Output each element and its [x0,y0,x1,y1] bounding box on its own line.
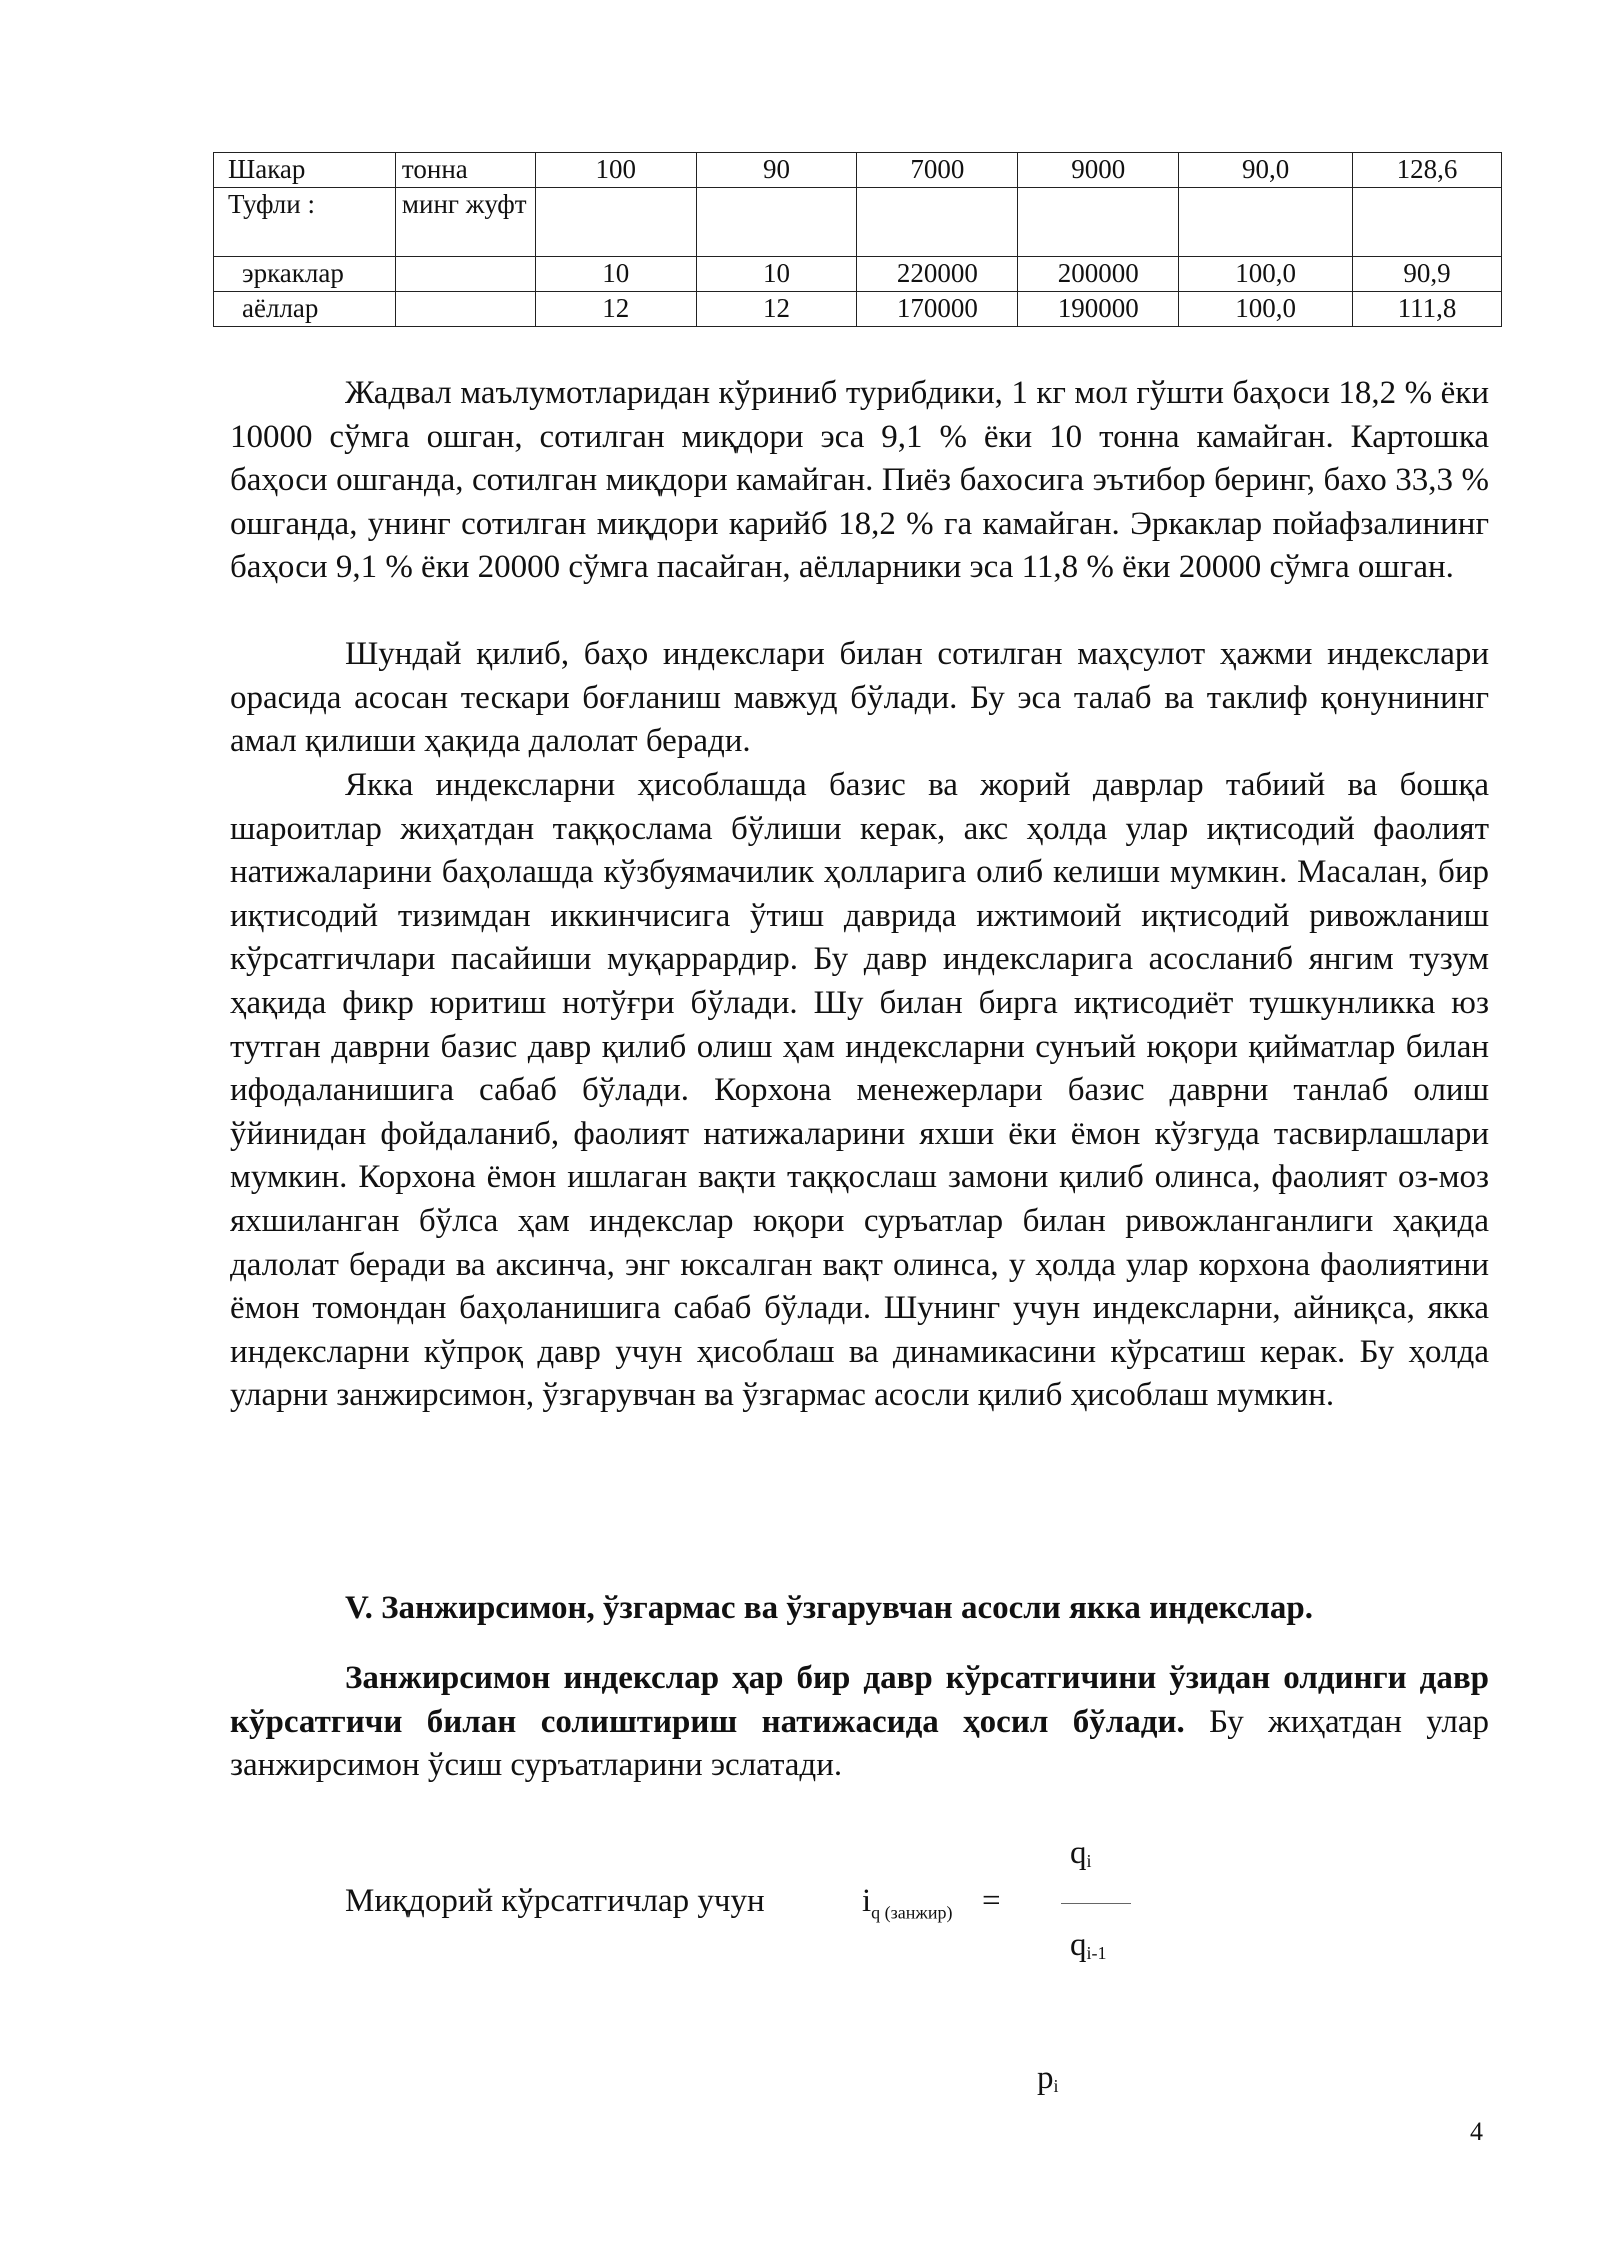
table-cell: Туфли : [214,188,396,257]
fraction-line [1061,1903,1131,1904]
table-cell [696,188,857,257]
denominator-main: q [1070,1927,1087,1963]
table-cell: аёллар [214,292,396,327]
formula-equals: = [982,1883,1001,1919]
page-number: 4 [1470,2117,1483,2146]
definition-normal-text: Бу жиҳатдан улар занжирсимон ўсиш суръатларини эслатади. [230,1703,1489,1784]
numerator-subscript: i [1086,1851,1092,1871]
next-numerator-main: p [1037,2060,1054,2096]
table-cell: минг жуфт [395,188,535,257]
table-cell: 90,0 [1179,153,1353,188]
formula-numerator [1070,1835,1092,1872]
table-cell: Шакар [214,153,396,188]
formula-lhs-subscript: q (занжир) [871,1902,953,1923]
table-cell [857,188,1018,257]
next-numerator-subscript: i [1053,2076,1059,2096]
data-table [213,152,1502,327]
table-cell: 200000 [1018,257,1179,292]
formula-lhs-main: i [862,1883,872,1919]
table-cell: 111,8 [1353,292,1502,327]
table-cell [1179,188,1353,257]
formula-label: Миқдорий кўрсатгичлар учун [345,1883,765,1919]
table-cell: 190000 [1018,292,1179,327]
table-cell: 220000 [857,257,1018,292]
paragraph-3: Якка индексларни ҳисоблашда базис ва жорий даврлар табиий ва бошқа шароитлар жиҳатдан таққослама бўлиши керак, акс ҳолда улар иқтисодий фаолият натижаларини баҳолашда кўзбуямачилик ҳолларига олиб келиши мумкин. Масалан, бир иқтисодий тизимдан иккинчисига ўтиш даврида ижтимоий иқтисодий ривожланиш кўрсатгичлари пасайиши муқаррардир. Бу давр индексларига асосланиб янгим тузум ҳақида фикр юритиш нотўғри бўлади. Шу билан бирга иқтисодиёт тушкунликка юз тутган даврни базис давр қилиб олиш ҳам индексларни сунъий юқори қийматлар билан ифодаланишига сабаб бўлади. Корхона менежерлари базис даврни танлаб олиш ўйинидан фойдаланиб, фаолият натижаларини яхши ёки ёмон кўзгуда тасвирлашлари мумкин. Корхона ёмон ишлаган вақти таққослаш замони қилиб олинса, фаолият оз-моз яхшиланган бўлса ҳам индекслар юқори суръатлар билан ривожланганлиги ҳақида далолат беради ва аксинча, энг юксалган вақт олинса, у ҳолда улар корхона фаолиятини ёмон томондан баҳоланишига сабаб бўлади. Шунинг учун индексларни, айниқса, якка индексларни кўпроқ давр учун ҳисоблаш ва динамикасини кўрсатиш керак. Бу ҳолда уларни занжирсимон, ўзгарувчан ва ўзгармас асосли қилиб ҳисоблаш мумкин. [230,767,1489,1414]
section-heading: V. Занжирсимон, ўзгармас ва ўзгарувчан асосли якка индекслар. [345,1590,1313,1626]
table-row [214,188,1502,257]
table-cell [395,257,535,292]
table-cell: 90 [696,153,857,188]
table-cell [1018,188,1179,257]
table-cell: 90,9 [1353,257,1502,292]
next-formula-numerator [1037,2060,1059,2097]
paragraph-2: Шундай қилиб, баҳо индекслари билан сотилган маҳсулот ҳажми индекслари орасида асосан тескари боғланиш мавжуд бўлади. Бу эса талаб ва таклиф қонунининг амал қилиши ҳақида далолат беради. [230,636,1489,760]
table-cell: 10 [696,257,857,292]
table-cell [1353,188,1502,257]
table-cell: 7000 [857,153,1018,188]
table-cell [395,292,535,327]
table-cell: 12 [696,292,857,327]
definition-paragraph [230,1657,1489,1788]
table-cell: 10 [535,257,696,292]
formula-lhs [862,1883,952,1924]
definition-bold-text: Занжирсимон индекслар ҳар бир давр кўрсатгичини ўзидан олдинги давр кўрсатгичи билан солиштириш натижасида ҳосил бўлади. [230,1660,1489,1740]
formula-denominator [1070,1927,1107,1964]
table-cell: 128,6 [1353,153,1502,188]
numerator-main: q [1070,1835,1087,1871]
table-cell: 100 [535,153,696,188]
table-row [214,292,1502,327]
table-cell: 100,0 [1179,257,1353,292]
table-cell: эркаклар [214,257,396,292]
table-cell: 12 [535,292,696,327]
denominator-subscript: i-1 [1086,1943,1107,1963]
table-cell: 9000 [1018,153,1179,188]
table-row [214,153,1502,188]
table-cell: 170000 [857,292,1018,327]
table-cell: 100,0 [1179,292,1353,327]
table-cell: тонна [395,153,535,188]
paragraph-1: Жадвал маълумотларидан кўриниб турибдики, 1 кг мол гўшти баҳоси 18,2 % ёки 10000 сўмга ошган, сотилган миқдори эса 9,1 % ёки 10 тонна камайган. Картошка баҳоси ошганда, сотилган миқдори камайган. Пиёз бахосига эътибор беринг, бахо 33,3 % ошганда, унинг сотилган миқдори карийб 18,2 % га камайган. Эркаклар пойафзалининг баҳоси 9,1 % ёки 20000 сўмга пасайган, аёлларники эса 11,8 % ёки 20000 сўмга ошган. [230,375,1489,586]
table-row [214,257,1502,292]
table-cell [535,188,696,257]
